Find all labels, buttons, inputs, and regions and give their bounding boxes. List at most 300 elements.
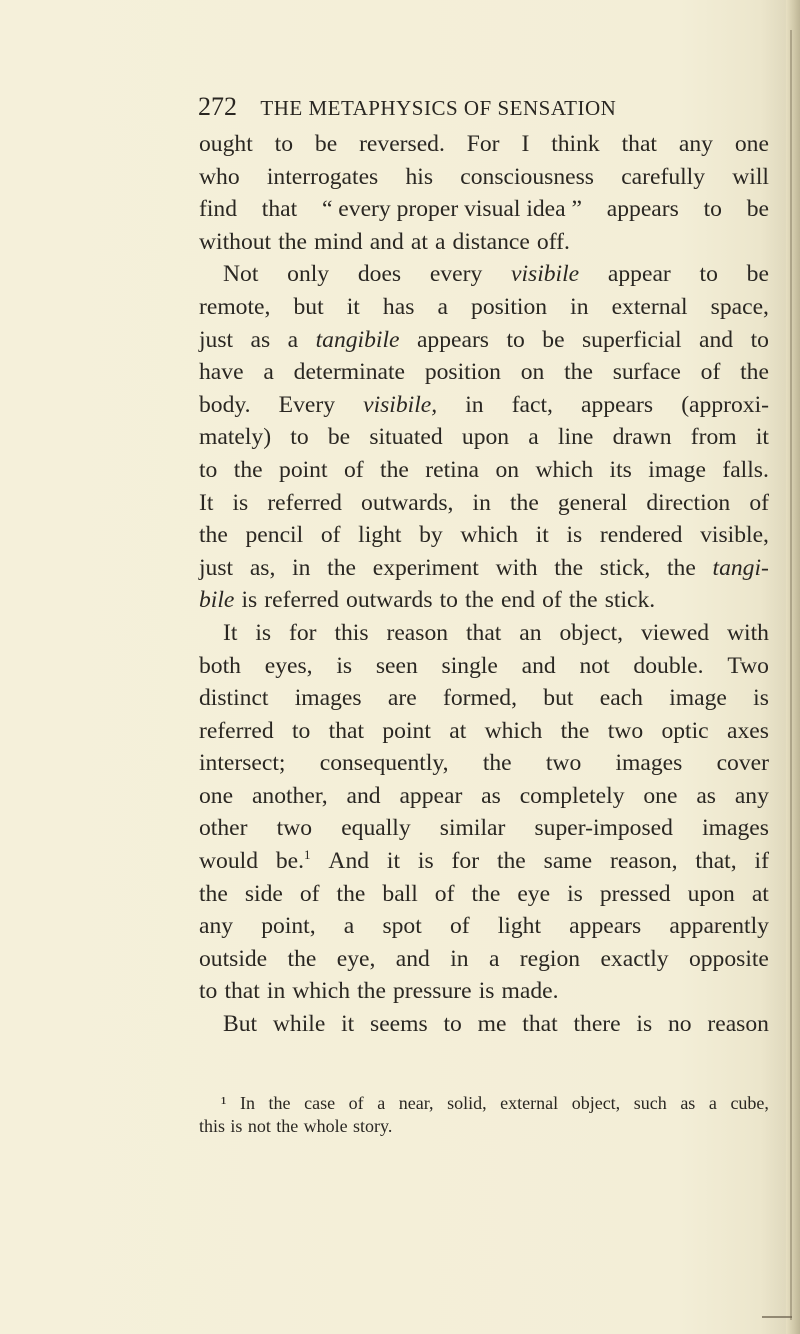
word: pressed (599, 880, 671, 907)
word: the (380, 456, 409, 483)
word: images (294, 685, 362, 712)
word: no (667, 1011, 692, 1038)
word: which (484, 717, 543, 744)
page-corner-mark (762, 1316, 792, 1318)
word: as (481, 782, 501, 809)
word: visibile, (363, 391, 438, 418)
word: and (699, 326, 734, 353)
word: be (314, 131, 338, 157)
word: appear (607, 261, 671, 288)
word: at (751, 880, 769, 907)
text-line (199, 128, 769, 161)
word: have (199, 359, 244, 386)
word: the (199, 880, 228, 907)
word: to (506, 326, 525, 353)
word: a (528, 424, 539, 451)
word: the (199, 522, 228, 549)
word: in (465, 391, 484, 418)
word: light (358, 522, 402, 549)
word: And (328, 848, 370, 875)
word: but (543, 685, 574, 712)
word: that (465, 619, 502, 646)
text-line (199, 975, 769, 1008)
word: super-imposed (534, 815, 673, 842)
word: a (287, 326, 299, 353)
word: tangibile (315, 326, 400, 353)
word: the (509, 489, 539, 516)
word: if (754, 848, 769, 875)
word: are (387, 685, 417, 712)
word: distinct (199, 685, 269, 712)
text-line (199, 324, 769, 357)
word: fact, (511, 391, 553, 418)
word: of (700, 359, 721, 386)
word: tangi- (712, 554, 769, 581)
word: cover (716, 750, 769, 777)
word: for (289, 619, 317, 646)
word: light (497, 913, 542, 940)
word: consciousness (460, 163, 594, 190)
word: only (287, 261, 330, 288)
word: is (636, 1011, 653, 1038)
word: just (199, 554, 234, 581)
word: ball (382, 880, 418, 907)
word: such (633, 1093, 667, 1113)
text-line (199, 812, 769, 845)
word: there (573, 1011, 621, 1038)
word: position (424, 359, 501, 386)
word: is (241, 587, 258, 614)
text-line (199, 878, 769, 911)
body-text (199, 128, 769, 1041)
text-line (199, 1008, 769, 1041)
word: of (542, 587, 562, 614)
word: one (199, 782, 234, 809)
word: appears (416, 326, 489, 353)
word: not (247, 1116, 271, 1136)
word: region (519, 945, 581, 972)
word: in (450, 945, 469, 972)
word: as (680, 1093, 696, 1113)
word: to (199, 978, 218, 1005)
word: is (417, 848, 434, 875)
word: two (545, 750, 582, 777)
word: image (669, 685, 727, 712)
word: one (643, 782, 678, 809)
word: same (543, 848, 593, 875)
word: as, (249, 554, 276, 581)
footnote-line (199, 1092, 769, 1115)
word: just (199, 326, 234, 353)
word: it (386, 848, 401, 875)
word: which (292, 978, 351, 1005)
word: any (199, 913, 234, 940)
word: each (599, 685, 643, 712)
word: in (266, 978, 286, 1005)
word: (approxi- (681, 391, 769, 418)
word: the (554, 554, 584, 581)
word: to (290, 424, 309, 451)
word: the (233, 456, 263, 483)
word: of (320, 522, 341, 549)
text-line (199, 226, 769, 259)
word: off. (536, 228, 570, 255)
word: situated (369, 424, 443, 451)
text-line (199, 193, 769, 226)
word: whole (303, 1116, 348, 1136)
page-number: 272 (198, 92, 237, 121)
text-line (199, 943, 769, 976)
word: is (478, 978, 495, 1005)
word: case (304, 1093, 336, 1113)
word: which (535, 456, 594, 483)
word: who (199, 163, 240, 190)
word: images (702, 815, 769, 842)
word: not (579, 652, 610, 679)
word: is (255, 619, 272, 646)
word: space, (710, 293, 769, 320)
word: that (621, 131, 657, 157)
word: in (472, 489, 491, 516)
text-line (199, 519, 769, 552)
word: is (567, 880, 583, 907)
word: that (224, 978, 260, 1005)
word: that (328, 717, 365, 744)
word: mind (314, 228, 363, 255)
word: For (466, 131, 500, 157)
word: “ every proper visual idea ” (321, 196, 582, 223)
word: superficial (582, 326, 682, 353)
word: and (395, 945, 430, 972)
word: be (746, 196, 769, 223)
text-line (199, 910, 769, 943)
word: general (557, 489, 628, 516)
text-line (199, 682, 769, 715)
word: that (261, 196, 298, 223)
word: ought (199, 131, 253, 157)
word: be (746, 261, 769, 288)
word: to (750, 326, 769, 353)
word: with (495, 554, 538, 581)
word: for (451, 848, 480, 875)
word: with (727, 619, 769, 646)
word: outwards, (361, 489, 454, 516)
word: the (268, 1093, 291, 1113)
word: outside (199, 945, 268, 972)
word: eye, (336, 945, 376, 972)
word: appear (399, 782, 463, 809)
running-title: THE METAPHYSICS OF SENSATION (260, 96, 617, 120)
word: reason (386, 619, 449, 646)
word: axes (726, 717, 769, 744)
word: retina (425, 456, 480, 483)
word: external (611, 293, 688, 320)
word: an (519, 619, 542, 646)
word: that, (695, 848, 737, 875)
word: reversed. (359, 131, 445, 157)
word: object, (571, 1093, 621, 1113)
word: both (199, 652, 241, 679)
text-line (199, 487, 769, 520)
word: point, (261, 913, 316, 940)
word: In (239, 1093, 255, 1113)
word: outwards (346, 587, 433, 614)
text-line (199, 552, 769, 585)
word: by (419, 522, 443, 549)
word: distance (452, 228, 530, 255)
word: the (482, 750, 512, 777)
word: the (568, 587, 598, 614)
word-with-footnote-ref (276, 845, 311, 878)
word: two (607, 717, 644, 744)
word: rendered (599, 522, 683, 549)
word: which (460, 522, 519, 549)
word: it (341, 1011, 355, 1038)
word: to (703, 196, 722, 223)
word: the (471, 880, 501, 907)
word: I (521, 131, 530, 157)
word: visible, (700, 522, 769, 549)
word: spot (382, 913, 422, 940)
word: is (566, 522, 583, 549)
word: seen (375, 652, 418, 679)
word: the (278, 228, 308, 255)
word: upon (687, 880, 735, 907)
word: a (343, 913, 355, 940)
text-line (199, 356, 769, 389)
word: but (293, 293, 324, 320)
word: of (449, 913, 470, 940)
word: is (336, 652, 353, 679)
word: and (346, 782, 381, 809)
word: images (615, 750, 683, 777)
word: as (250, 326, 271, 353)
word: referred (267, 489, 342, 516)
word: carefully (621, 163, 706, 190)
word: similar (439, 815, 506, 842)
word: position (471, 293, 548, 320)
word: It (199, 489, 214, 516)
word: the (740, 359, 769, 386)
page-edge-shadow (790, 30, 792, 1320)
word: from (690, 424, 737, 451)
word: every (429, 261, 483, 288)
word: Two (727, 652, 769, 679)
word: viewed (640, 619, 710, 646)
word: side (244, 880, 283, 907)
footnote-line (199, 1115, 769, 1138)
word: near, (398, 1093, 434, 1113)
word: image (648, 456, 706, 483)
word: on (495, 456, 520, 483)
word: formed, (442, 685, 517, 712)
word: and (521, 652, 556, 679)
word: stick. (604, 587, 656, 614)
word: does (357, 261, 402, 288)
word: eyes, (264, 652, 313, 679)
word: exactly (600, 945, 669, 972)
word: cube, (730, 1093, 769, 1113)
word: in (570, 293, 589, 320)
word: a (488, 945, 500, 972)
word: and (369, 228, 404, 255)
word: to (439, 587, 458, 614)
footnote-reference[interactable]: 1 (304, 847, 311, 863)
text-line (199, 291, 769, 324)
text-line (199, 715, 769, 748)
word: the (287, 945, 317, 972)
word: will (732, 163, 769, 190)
word: other (199, 815, 248, 842)
word: interrogates (266, 163, 379, 190)
text-line (199, 845, 769, 878)
page-edge (786, 0, 800, 1334)
word: of (299, 880, 320, 907)
word: line (557, 424, 594, 451)
word: experiment (372, 554, 479, 581)
word: the (276, 1116, 299, 1136)
word: that (522, 1011, 558, 1038)
word: direction (646, 489, 731, 516)
word: it (346, 293, 360, 320)
text-line (199, 161, 769, 194)
word: point (382, 717, 431, 744)
word: the (336, 880, 366, 907)
word: solid, (447, 1093, 487, 1113)
word: to (274, 131, 293, 157)
word: one (734, 131, 769, 157)
word: ¹ (221, 1093, 227, 1113)
text-line (199, 454, 769, 487)
word: as (696, 782, 716, 809)
word: equally (341, 815, 411, 842)
text-line (199, 650, 769, 683)
word: completely (519, 782, 625, 809)
word: any (678, 131, 713, 157)
word: apparently (669, 913, 769, 940)
word: intersect; (199, 750, 286, 777)
text-line (199, 258, 769, 291)
word: stick, (599, 554, 651, 581)
word: reason (707, 1011, 769, 1038)
text-line (199, 584, 769, 617)
word: without (199, 228, 272, 255)
word: of (749, 489, 769, 516)
word: opposite (688, 945, 769, 972)
word: would (199, 848, 258, 875)
word: Not (223, 261, 259, 288)
word: the (496, 848, 526, 875)
word: another, (251, 782, 328, 809)
word: to (699, 261, 718, 288)
word: mately) (199, 424, 272, 451)
word: two (276, 815, 313, 842)
word: to (291, 717, 311, 744)
word: me (477, 1011, 507, 1038)
word: pencil (245, 522, 304, 549)
word: end (500, 587, 536, 614)
text-line (199, 389, 769, 422)
word: the (327, 554, 356, 581)
word: But (223, 1011, 258, 1038)
word: the (564, 359, 593, 386)
word: at (449, 717, 467, 744)
word: a (708, 1093, 717, 1113)
word: single (441, 652, 498, 679)
text-line (199, 421, 769, 454)
word: find (199, 196, 238, 223)
word: surface (612, 359, 681, 386)
word: a (437, 293, 448, 320)
word: in (292, 554, 311, 581)
word: is (232, 489, 249, 516)
text-line (199, 780, 769, 813)
word: the (560, 717, 590, 744)
text-line (199, 747, 769, 780)
word: its (609, 456, 632, 483)
word: optic (661, 717, 709, 744)
word: think (551, 131, 600, 157)
word: it (535, 522, 549, 549)
word: eye (517, 880, 551, 907)
word: upon (461, 424, 510, 451)
word: is (753, 685, 769, 712)
word: appears (581, 391, 654, 418)
word: made. (501, 978, 559, 1005)
word: this (334, 619, 369, 646)
word: appears (569, 913, 642, 940)
word: this (199, 1116, 226, 1136)
word: the (357, 978, 386, 1005)
word: referred (264, 587, 339, 614)
word: point (279, 456, 328, 483)
word: of (348, 1093, 364, 1113)
word: referred (199, 717, 274, 744)
word: body. (199, 391, 251, 418)
word: external (500, 1093, 559, 1113)
word: drawn (612, 424, 672, 451)
word: to (199, 456, 218, 483)
word: his (405, 163, 434, 190)
word: the (666, 554, 696, 581)
word: be (542, 326, 565, 353)
running-header (198, 92, 616, 122)
word: has (382, 293, 415, 320)
word: bile (199, 587, 235, 614)
word: is (230, 1116, 243, 1136)
word: be. (275, 848, 305, 875)
word: object, (559, 619, 624, 646)
word: to (443, 1011, 462, 1038)
footnotes (199, 1092, 769, 1138)
word: while (272, 1011, 326, 1038)
word: a (263, 359, 274, 386)
word: on (520, 359, 545, 386)
word: double. (633, 652, 704, 679)
word: visibile (511, 261, 580, 288)
word: reason, (610, 848, 678, 875)
word: of (434, 880, 455, 907)
word: remote, (199, 293, 271, 320)
word: determinate (293, 359, 406, 386)
word: seems (370, 1011, 428, 1038)
word: of (343, 456, 364, 483)
word: be (327, 424, 351, 451)
word: any (734, 782, 769, 809)
word: It (223, 619, 238, 646)
word: at (410, 228, 428, 255)
word: story. (353, 1116, 393, 1136)
